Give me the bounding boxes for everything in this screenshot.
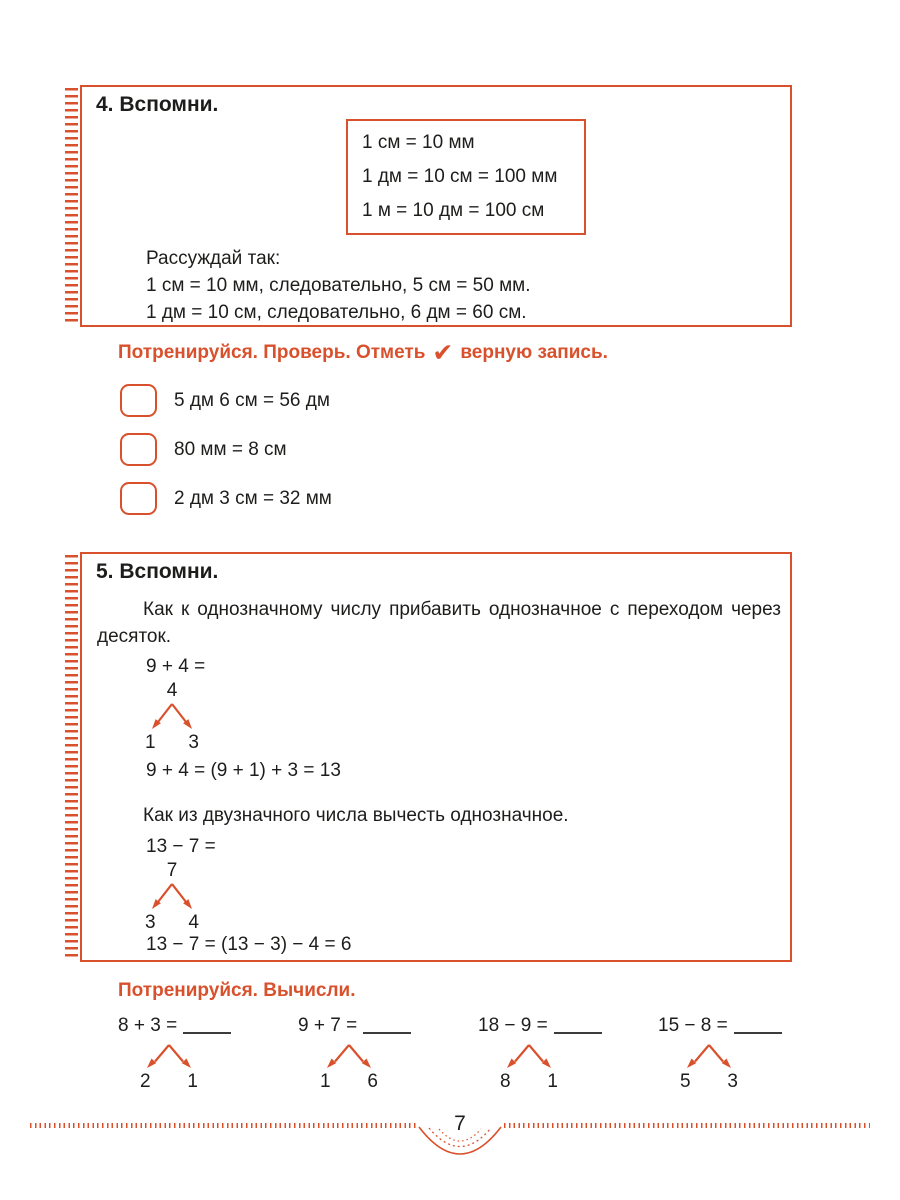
- check-row: [120, 482, 332, 515]
- split-right-number: 4: [188, 912, 199, 933]
- checkbox[interactable]: [120, 482, 157, 515]
- split-children: [674, 1071, 744, 1093]
- example-add-solution: 9 + 4 = (9 + 1) + 3 = 13: [146, 760, 341, 781]
- expression-text: 18 − 9 =: [478, 1015, 548, 1036]
- practice-problem: [298, 1014, 478, 1093]
- section-recall-5: [80, 552, 792, 962]
- check-label: 80 мм = 8 см: [174, 438, 287, 460]
- split-arrows-icon: [494, 1043, 564, 1071]
- expression-text: 15 − 8 =: [658, 1015, 728, 1036]
- example-add-expression: 9 + 4 =: [146, 656, 206, 677]
- number-split-tree: [494, 1043, 564, 1093]
- split-left-number: 3: [145, 912, 156, 933]
- intro-subtraction: Как из двузначного числа вычесть однозначное.: [143, 805, 569, 826]
- split-children: [134, 1071, 204, 1093]
- practice-1-title-after: верную запись.: [460, 342, 608, 363]
- number-split-tree: [130, 680, 214, 754]
- binding-fringe: [65, 88, 78, 324]
- page-footer: [0, 1112, 900, 1182]
- number-split-tree: [130, 860, 214, 934]
- problem-expression: [118, 1014, 298, 1038]
- split-children: [130, 732, 214, 754]
- page-number: 7: [454, 1112, 466, 1135]
- split-left-number: 1: [145, 732, 156, 753]
- check-list: [120, 384, 332, 531]
- problem-expression: [298, 1014, 478, 1038]
- footer-dotted-line-left: [30, 1123, 416, 1128]
- practice-1-title: [118, 340, 608, 366]
- checkbox[interactable]: [120, 384, 157, 417]
- number-split-tree: [674, 1043, 744, 1093]
- split-arrows-icon: [130, 702, 214, 732]
- reasoning-line: 1 дм = 10 см, следовательно, 6 дм = 60 см.: [146, 302, 527, 323]
- check-label: 5 дм 6 см = 56 дм: [174, 389, 330, 411]
- problem-expression: [658, 1014, 838, 1038]
- example-sub-expression: 13 − 7 =: [146, 836, 216, 857]
- checkbox[interactable]: [120, 433, 157, 466]
- expression-text: 9 + 7 =: [298, 1015, 358, 1036]
- answer-blank[interactable]: [734, 1018, 782, 1034]
- intro-addition: Как к однозначному числу прибавить однозначное с переходом через десяток.: [97, 599, 781, 647]
- practice-problem: [658, 1014, 838, 1093]
- check-row: [120, 384, 332, 417]
- split-children: [494, 1071, 564, 1093]
- binding-fringe: [65, 555, 78, 959]
- split-right-number: 6: [367, 1071, 378, 1092]
- example-sub-solution: 13 − 7 = (13 − 3) − 4 = 6: [146, 934, 352, 955]
- rule-line: 1 м = 10 дм = 100 см: [362, 200, 545, 221]
- rule-line: 1 дм = 10 см = 100 мм: [362, 166, 558, 187]
- practice-2-title: Потренируйся. Вычисли.: [118, 980, 356, 1001]
- split-children: [130, 912, 214, 934]
- split-right-number: 3: [727, 1071, 738, 1092]
- page-number-arc-icon: [416, 1125, 504, 1169]
- split-left-number: 5: [680, 1071, 691, 1092]
- footer-dotted-line-right: [504, 1123, 870, 1128]
- practice-problems: [118, 1014, 838, 1093]
- reasoning-label: Рассуждай так:: [146, 248, 281, 269]
- split-arrows-icon: [130, 882, 214, 912]
- split-left-number: 2: [140, 1071, 151, 1092]
- expression-text: 8 + 3 =: [118, 1015, 178, 1036]
- rule-line: 1 см = 10 мм: [362, 132, 475, 153]
- split-parent-number: 4: [166, 680, 178, 701]
- split-left-number: 1: [320, 1071, 331, 1092]
- check-row: [120, 433, 332, 466]
- section-recall-4: [80, 85, 792, 327]
- split-arrows-icon: [314, 1043, 384, 1071]
- check-label: 2 дм 3 см = 32 мм: [174, 487, 332, 509]
- split-right-number: 1: [187, 1071, 198, 1092]
- number-split-tree: [134, 1043, 204, 1093]
- check-icon: ✔: [432, 339, 454, 367]
- problem-expression: [478, 1014, 658, 1038]
- reasoning-block: [146, 245, 530, 326]
- section-4-title: 4. Вспомни.: [96, 93, 219, 116]
- section-5-title: 5. Вспомни.: [96, 560, 219, 583]
- split-arrows-icon: [134, 1043, 204, 1071]
- answer-blank[interactable]: [363, 1018, 411, 1034]
- answer-blank[interactable]: [554, 1018, 602, 1034]
- units-rules-box: [346, 119, 586, 235]
- split-arrows-icon: [674, 1043, 744, 1071]
- number-split-tree: [314, 1043, 384, 1093]
- split-parent-number: 7: [166, 860, 178, 881]
- practice-problem: [118, 1014, 298, 1093]
- split-children: [314, 1071, 384, 1093]
- split-right-number: 1: [547, 1071, 558, 1092]
- practice-problem: [478, 1014, 658, 1093]
- answer-blank[interactable]: [183, 1018, 231, 1034]
- split-left-number: 8: [500, 1071, 511, 1092]
- reasoning-line: 1 см = 10 мм, следовательно, 5 см = 50 мм.: [146, 275, 531, 296]
- practice-1-title-before: Потренируйся. Проверь. Отметь: [118, 342, 426, 363]
- split-right-number: 3: [188, 732, 199, 753]
